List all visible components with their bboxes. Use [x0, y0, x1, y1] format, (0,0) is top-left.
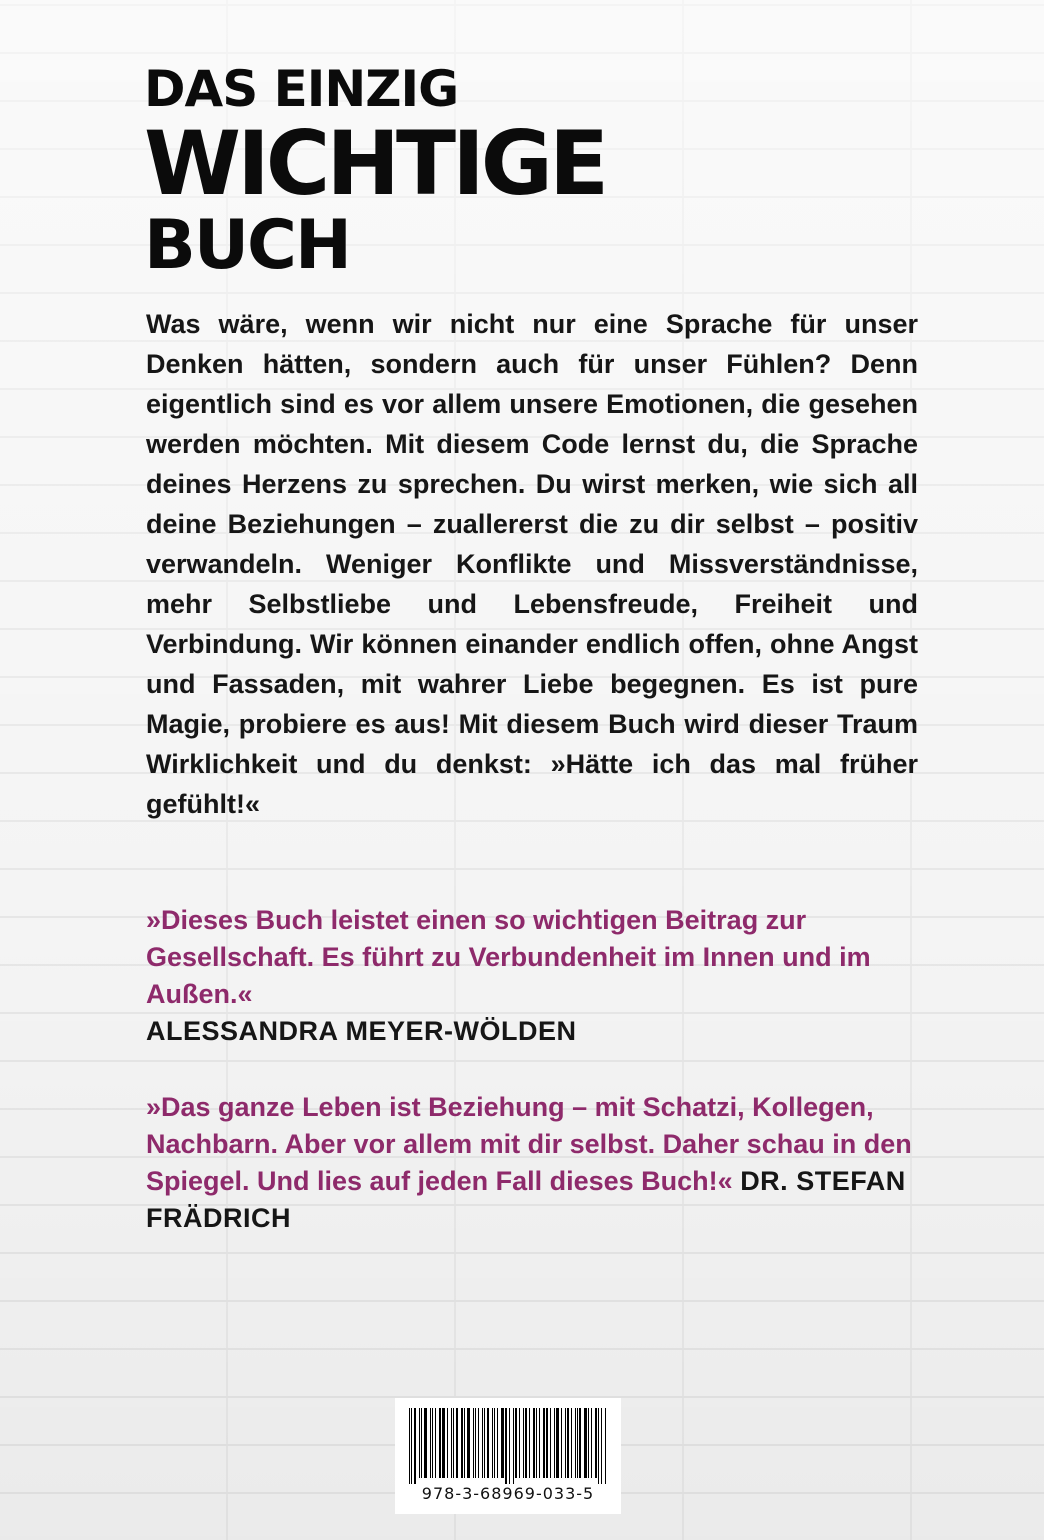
barcode-bar: [509, 1408, 510, 1484]
barcode-bar: [482, 1408, 483, 1478]
barcode-bar: [419, 1408, 420, 1478]
barcode-bar: [456, 1408, 458, 1478]
isbn-barcode: [395, 1398, 621, 1514]
barcode-bar: [605, 1408, 606, 1484]
title-line-3: BUCH: [144, 206, 350, 285]
book-title: [144, 60, 606, 285]
barcode-bar: [487, 1408, 489, 1478]
barcode-bar: [533, 1408, 535, 1478]
barcode-bar: [529, 1408, 530, 1478]
barcode-bar: [571, 1408, 572, 1478]
barcode-bar: [478, 1408, 480, 1478]
barcode-bar: [575, 1408, 576, 1478]
barcode-bar: [539, 1408, 540, 1478]
barcode-bar: [464, 1408, 465, 1478]
barcode-bar: [411, 1408, 412, 1484]
barcode-bar: [414, 1408, 416, 1484]
barcode-bar: [595, 1408, 597, 1478]
blurb-text: Was wäre, wenn wir nicht nur eine Sprache für unser Denken hätten, sondern auch für unser Fühlen? Denn eigentlich sind es vor allem unsere Emotionen, die gesehen werden möchten. Mit diesem Code lernst du, die Sprache deines Herzens zu sprechen. Du wirst merken, wie sich all deine Beziehungen – zuallererst die zu dir selbst – positiv verwandeln. Weniger Konflikte und Missverständnisse, mehr Selbstliebe und Lebensfreude, Freiheit und Verbindung. Wir können einander endlich offen, ohne Angst und Fassaden, mit wahrer Liebe begegnen. Es ist pure Magie, probiere es aus! Mit diesem Buch wird dieser Traum Wirklichkeit und du denkst: »Hätte ich das mal früher gefühlt!«: [146, 309, 918, 819]
barcode-bar: [584, 1408, 587, 1478]
testimonial-2: [146, 1089, 918, 1237]
barcode-bar: [484, 1408, 485, 1478]
barcode-bar: [513, 1408, 514, 1484]
barcode-bar: [432, 1408, 433, 1478]
barcode-bar: [565, 1408, 566, 1478]
barcode-bar: [543, 1408, 545, 1478]
barcode-bar: [567, 1408, 569, 1478]
testimonial-1-author: ALESSANDRA MEYER-WÖLDEN: [146, 1016, 577, 1046]
barcode-bar: [505, 1408, 507, 1484]
barcode-bar: [523, 1408, 524, 1478]
title-line-1: DAS EINZIG: [144, 60, 459, 118]
barcode-bar: [515, 1408, 517, 1478]
barcode-bar: [536, 1408, 537, 1478]
title-line-2: WICHTIGE: [144, 112, 606, 215]
testimonial-1-text: »Dieses Buch leistet einen so wichtigen Beitrag zur Gesellschaft. Es führt zu Verbundenheit im Innen und im Außen.«: [146, 905, 871, 1009]
barcode-bar: [409, 1408, 410, 1484]
testimonial-2-author: DR. STEFAN FRÄDRICH: [146, 1166, 906, 1233]
barcode-bar: [435, 1408, 436, 1478]
barcode-bar: [554, 1408, 555, 1478]
testimonial-2-text: »Das ganze Leben ist Beziehung – mit Schatzi, Kollegen, Nachbarn. Aber vor allem mit dir selbst. Daher schau in den Spiegel. Und lies auf jeden Fall dieses Buch!«: [146, 1092, 912, 1196]
barcode-bar: [501, 1408, 504, 1478]
barcode-bar: [430, 1408, 432, 1478]
barcode-bar: [453, 1408, 454, 1478]
barcode-bars: [409, 1408, 607, 1478]
barcode-bar: [461, 1408, 463, 1478]
barcode-bar: [598, 1408, 599, 1484]
barcode-bar: [467, 1408, 470, 1478]
isbn-number: 978-3-68969-033-5: [421, 1484, 595, 1503]
barcode-bar: [492, 1408, 493, 1478]
barcode-bar: [497, 1408, 498, 1478]
barcode-bar: [494, 1408, 495, 1478]
barcode-bar: [550, 1408, 551, 1478]
barcode-bar: [421, 1408, 422, 1478]
barcode-bar: [556, 1408, 559, 1478]
barcode-bar: [447, 1408, 448, 1478]
barcode-bar: [577, 1408, 578, 1478]
barcode-bar: [424, 1408, 427, 1478]
testimonial-1: [146, 902, 918, 1050]
barcode-bar: [591, 1408, 592, 1478]
barcode-bar: [588, 1408, 589, 1478]
barcode-bar: [525, 1408, 528, 1478]
barcode-bar: [442, 1408, 445, 1478]
barcode-bar: [451, 1408, 452, 1478]
barcode-bar: [546, 1408, 548, 1478]
barcode-bar: [439, 1408, 441, 1478]
barcode-bar: [475, 1408, 476, 1478]
barcode-bar: [473, 1408, 474, 1478]
barcode-bar: [601, 1408, 602, 1484]
barcode-bar: [561, 1408, 562, 1478]
barcode-bar: [519, 1408, 520, 1478]
barcode-bar: [579, 1408, 581, 1478]
